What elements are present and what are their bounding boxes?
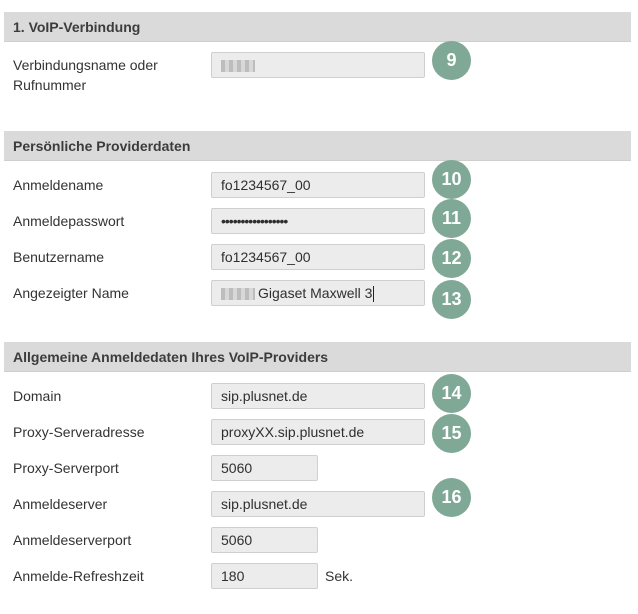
username-input[interactable]: fo1234567_00 xyxy=(211,244,425,270)
text-cursor xyxy=(373,286,374,302)
callout-badge-15: 15 xyxy=(432,414,471,453)
section-header-personal: Persönliche Providerdaten xyxy=(4,131,631,161)
proxy-address-input[interactable]: proxyXX.sip.plusnet.de xyxy=(211,419,425,445)
callout-badge-9: 9 xyxy=(432,41,471,80)
login-password-input[interactable]: ••••••••••••••••• xyxy=(211,208,425,234)
callout-badge-11: 11 xyxy=(432,199,471,238)
proxy-port-label: Proxy-Serverport xyxy=(13,460,119,476)
login-password-label: Anmeldepasswort xyxy=(13,213,125,229)
domain-input[interactable]: sip.plusnet.de xyxy=(211,383,425,409)
display-name-value: Gigaset Maxwell 3 xyxy=(258,285,373,301)
callout-badge-13: 13 xyxy=(432,280,471,319)
registrar-port-input[interactable]: 5060 xyxy=(211,527,318,553)
display-name-label: Angezeigter Name xyxy=(13,285,129,301)
callout-badge-16: 16 xyxy=(432,478,471,517)
redacted-value xyxy=(221,288,255,300)
proxy-address-label: Proxy-Serveradresse xyxy=(13,424,145,440)
callout-badge-14: 14 xyxy=(432,374,471,413)
redacted-value xyxy=(221,60,255,72)
callout-badge-10: 10 xyxy=(432,160,471,199)
refresh-time-unit: Sek. xyxy=(325,568,354,584)
connection-name-label-line2: Rufnummer xyxy=(13,77,87,93)
registrar-port-label: Anmeldeserverport xyxy=(13,532,132,548)
refresh-time-input[interactable]: 180 xyxy=(211,563,318,589)
connection-name-input[interactable] xyxy=(211,52,425,78)
registrar-label: Anmeldeserver xyxy=(13,496,108,512)
section-header-general: Allgemeine Anmeldedaten Ihres VoIP-Providers xyxy=(4,342,631,372)
callout-badge-12: 12 xyxy=(432,239,471,278)
domain-label: Domain xyxy=(13,388,62,404)
connection-name-label xyxy=(13,55,158,95)
username-label: Benutzername xyxy=(13,249,105,265)
section-header-voip: 1. VoIP-Verbindung xyxy=(4,12,631,42)
display-name-input[interactable] xyxy=(211,280,425,306)
refresh-time-label: Anmelde-Refreshzeit xyxy=(13,568,144,584)
registrar-input[interactable]: sip.plusnet.de xyxy=(211,491,425,517)
login-name-label: Anmeldename xyxy=(13,177,104,193)
connection-name-label-line1: Verbindungsname oder xyxy=(13,57,158,73)
login-name-input[interactable]: fo1234567_00 xyxy=(211,172,425,198)
proxy-port-input[interactable]: 5060 xyxy=(211,455,318,481)
